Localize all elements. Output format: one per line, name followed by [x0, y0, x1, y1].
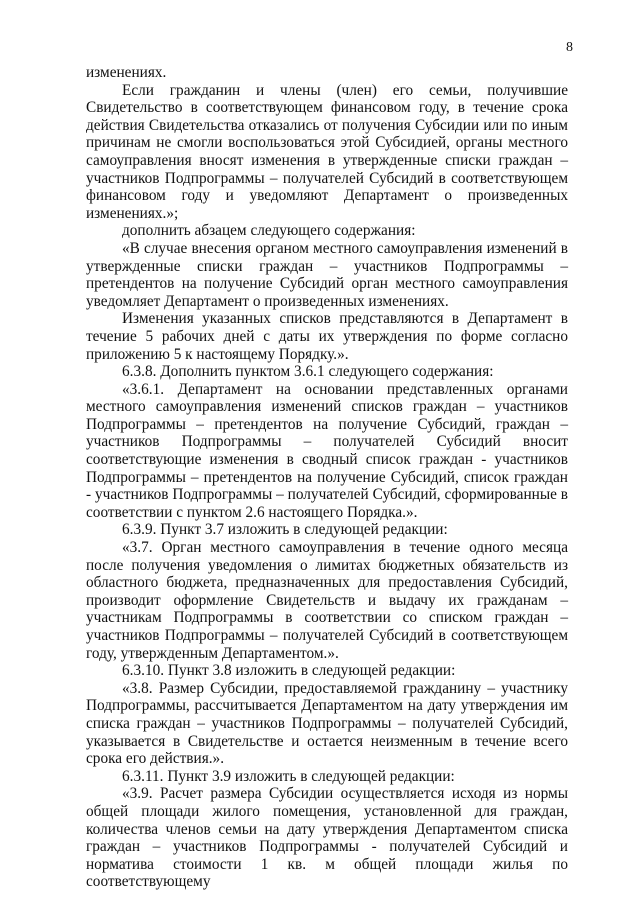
paragraph: «В случае внесения органом местного самоуправления изменений в утвержденные списки граждан – участников Подпрограммы – претендентов на получение Субсидий орган местного самоуправления уведомляет Департамент о произведенных изменениях. [86, 239, 568, 310]
paragraph: Изменения указанных списков представляются в Департамент в течение 5 рабочих дней с даты их утверждения по форме согласно приложению 5 к настоящему Порядку.». [86, 310, 568, 363]
paragraph: 6.3.11. Пункт 3.9 изложить в следующей редакции: [122, 767, 455, 785]
paragraph: изменениях. [86, 64, 167, 81]
paragraph: Если гражданин и члены (член) его семьи, получившие Свидетельство в соответствующем финансовом году, в течение срока действия Свидетельства отказались от получения Субсидии или по иным причинам не смогли воспользоваться этой Субсидией, органы местного самоуправления вносят изменения в утвержденные списки граждан – участников Подпрограммы – получателей Субсидий в соответствующем финансовом году и уведомляют Департамент о произведенных изменениях.»; [86, 81, 568, 222]
paragraph: 6.3.10. Пункт 3.8 изложить в следующей редакции: [122, 662, 456, 680]
paragraph: «3.7. Орган местного самоуправления в течение одного месяца после получения уведомления о лимитах бюджетных обязательств из областного бюджета, предназначенных для предоставления Субсидий, производит оформление Свидетельств и выдачу их гражданам – участникам Подпрограммы в соответствии со списком граждан – участников Подпрограммы – получателей Субсидий в соответствующем году, утвержденным Департаментом.». [86, 539, 568, 662]
document-body [86, 64, 568, 891]
paragraph: «3.9. Расчет размера Субсидии осуществляется исходя из нормы общей площади жилого помещения, установленной для граждан, количества членов семьи на дату утверждения Департаментом списка граждан – участников Подпрограммы - получателей Субсидий и норматива стоимости 1 кв. м общей площади жилья по соответствующему [86, 785, 568, 891]
paragraph: 6.3.8. Дополнить пунктом 3.6.1 следующего содержания: [122, 363, 494, 381]
paragraph: 6.3.9. Пункт 3.7 изложить в следующей редакции: [122, 521, 448, 539]
paragraph: «3.6.1. Департамент на основании представленных органами местного самоуправления изменений списков граждан – участников Подпрограммы – претендентов на получение Субсидий, граждан – участников Подпрограммы – получателей Субсидий вносит соответствующие изменения в сводный список граждан - участников Подпрограммы – претендентов на получение Субсидий, список граждан - участников Подпрограммы – получателей Субсидий, сформированные в соответствии с пунктом 2.6 настоящего Порядка.». [86, 380, 568, 521]
paragraph: «3.8. Размер Субсидии, предоставляемой гражданину – участнику Подпрограммы, рассчитывается Департаментом на дату утверждения им списка граждан – участников Подпрограммы – получателей Субсидий, указывается в Свидетельстве и остается неизменным в течение всего срока его действия.». [86, 679, 568, 768]
page-number: 8 [566, 40, 573, 55]
paragraph: дополнить абзацем следующего содержания: [122, 222, 416, 240]
